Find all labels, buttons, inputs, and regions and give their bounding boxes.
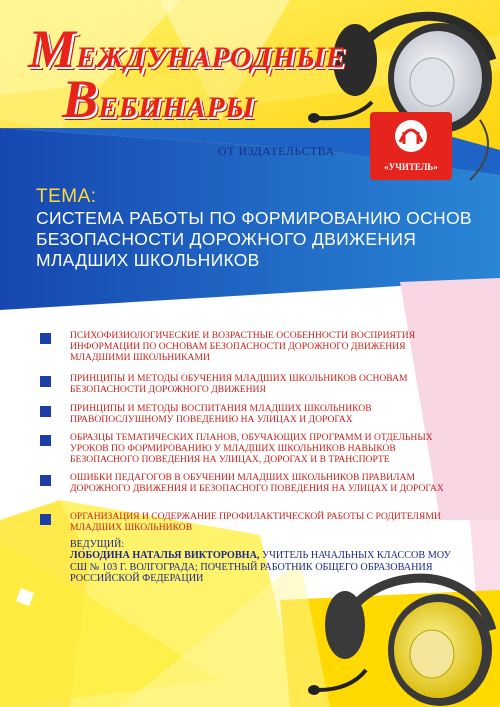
poster-title bbox=[18, 19, 347, 129]
list-item-text: ОРГАНИЗАЦИЯ И СОДЕРЖАНИЕ ПРОФИЛАКТИЧЕСКОЙ РАБОТЫ С РОДИТЕЛЯМИ МЛАДШИХ ШКОЛЬНИКОВ bbox=[70, 511, 441, 533]
title-line-1 bbox=[28, 19, 347, 79]
square-bullet-icon bbox=[40, 435, 51, 446]
square-bullet-icon bbox=[40, 376, 51, 387]
leader-label: ВЕДУЩИЙ: bbox=[70, 539, 125, 550]
leader-info bbox=[70, 550, 460, 585]
square-bullet-icon bbox=[40, 475, 51, 486]
list-item-text: ОБРАЗЦЫ ТЕМАТИЧЕСКИХ ПЛАНОВ, ОБУЧАЮЩИХ ПРОГРАММ И ОТДЕЛЬНЫХ УРОКОВ ПО ФОРМИРОВАНИЮ У МЛАДШИХ ШКОЛЬНИКОВ НАВЫКОВ БЕЗОПАСНОГО ПОВЕДЕНИЯ НА УЛИЦАХ, ДОРОГАХ И В ТРАНСПОРТЕ bbox=[70, 432, 433, 465]
list-item-text: ПСИХОФИЗИОЛОГИЧЕСКИЕ И ВОЗРАСТНЫЕ ОСОБЕННОСТИ ВОСПРИЯТИЯ ИНФОРМАЦИИ ПО ОСНОВАМ БЕЗОПАСНОСТИ ДОРОЖНОГО ДВИЖЕНИЯ МЛАДШИМИ ШКОЛЬНИКАМИ bbox=[70, 330, 416, 363]
title-rest: ЕЖДУНАРОДНЫЕ bbox=[76, 41, 347, 74]
topic-label: ТЕМА: bbox=[36, 186, 97, 207]
square-bullet-icon bbox=[40, 406, 51, 417]
topic-text: СИСТЕМА РАБОТЫ ПО ФОРМИРОВАНИЮ ОСНОВ БЕЗОПАСНОСТИ ДОРОЖНОГО ДВИЖЕНИЯ МЛАДШИХ ШКОЛЬНИКОВ bbox=[36, 208, 472, 270]
square-bullet-icon bbox=[40, 514, 51, 525]
leader-name: ЛОБОДИНА НАТАЛЬЯ ВИКТОРОВНА, bbox=[70, 550, 260, 561]
publisher-prefix: ОТ ИЗДАТЕЛЬСТВА bbox=[218, 144, 335, 158]
publisher-logo-text: «УЧИТЕЛЬ» bbox=[384, 162, 438, 172]
title-initial: В bbox=[62, 69, 99, 129]
list-item-text: ПРИНЦИПЫ И МЕТОДЫ ВОСПИТАНИЯ МЛАДШИХ ШКОЛЬНИКОВ ПРАВОПОСЛУШНОМУ ПОВЕДЕНИЮ НА УЛИЦАХ И ДОРОГАХ bbox=[70, 403, 372, 425]
title-initial: М bbox=[28, 19, 77, 79]
list-item-text: ОШИБКИ ПЕДАГОГОВ В ОБУЧЕНИИ МЛАДШИХ ШКОЛЬНИКОВ ПРАВИЛАМ ДОРОЖНОГО ДВИЖЕНИЯ И БЕЗОПАСНОГО ПОВЕДЕНИЯ НА УЛИЦАХ И ДОРОГАХ bbox=[70, 472, 444, 494]
title-line-2 bbox=[62, 69, 346, 129]
title-rest: ЕБИНАРЫ bbox=[98, 91, 255, 124]
square-bullet-icon bbox=[40, 333, 51, 344]
list-item-text: ПРИНЦИПЫ И МЕТОДЫ ОБУЧЕНИЯ МЛАДШИХ ШКОЛЬНИКОВ ОСНОВАМ БЕЗОПАСНОСТИ ДОРОЖНОГО ДВИЖЕНИЯ bbox=[70, 373, 408, 395]
leader-details: УЧИТЕЛЬ НАЧАЛЬНЫХ КЛАССОВ МОУ СШ № 103 Г. ВОЛГОГРАДА; ПОЧЕТНЫЙ РАБОТНИК ОБЩЕГО ОБРАЗОВАНИЯ РОССИЙСКОЙ ФЕДЕРАЦИИ bbox=[70, 550, 451, 584]
